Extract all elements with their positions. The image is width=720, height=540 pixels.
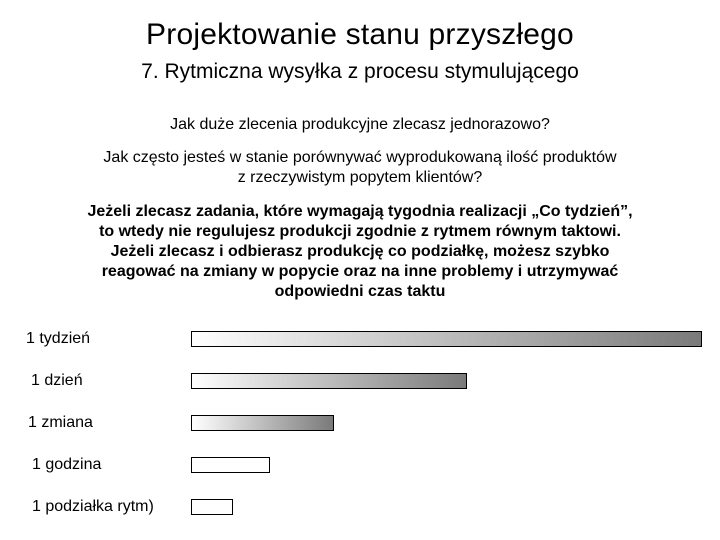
explanation-line-5: odpowiedni czas taktu [274, 283, 446, 300]
question-order-size: Jak duże zlecenia produkcyjne zlecasz jednorazowo? [170, 116, 550, 133]
explanation-line-4: reagować na zmiany w popycie oraz na inne problemy i utrzymywać [101, 263, 619, 280]
page-subtitle: 7. Rytmiczna wysyłka z procesu stymulującego [141, 60, 579, 83]
question-compare-line-1: Jak często jesteś w stanie porównywać wyprodukowaną ilość produktów [103, 149, 617, 166]
bar-label: 1 podziałka rytm) [32, 498, 154, 515]
page-title: Projektowanie stanu przyszłego [146, 18, 574, 51]
bar [191, 415, 334, 431]
bar [191, 331, 702, 347]
explanation-line-3: Jeżeli zlecasz i odbierasz produkcję co podziałkę, możesz szybko [110, 243, 610, 260]
explanation-line-1: Jeżeli zlecasz zadania, które wymagają tygodnia realizacji „Co tydzień”, [87, 203, 633, 220]
bar-label: 1 dzień [31, 372, 83, 389]
bar-label: 1 godzina [32, 456, 102, 473]
explanation-line-2: to wtedy nie regulujesz produkcji zgodnie z rytmem równym taktowi. [99, 223, 621, 240]
bar [191, 373, 467, 389]
bar [191, 499, 233, 515]
bar-label: 1 tydzień [26, 330, 91, 347]
question-compare-frequency [0, 148, 720, 188]
bar [191, 457, 270, 473]
explanation-text [0, 202, 720, 302]
question-compare-line-2: z rzeczywistym popytem klientów? [237, 169, 483, 186]
bar-label: 1 zmiana [28, 414, 93, 431]
